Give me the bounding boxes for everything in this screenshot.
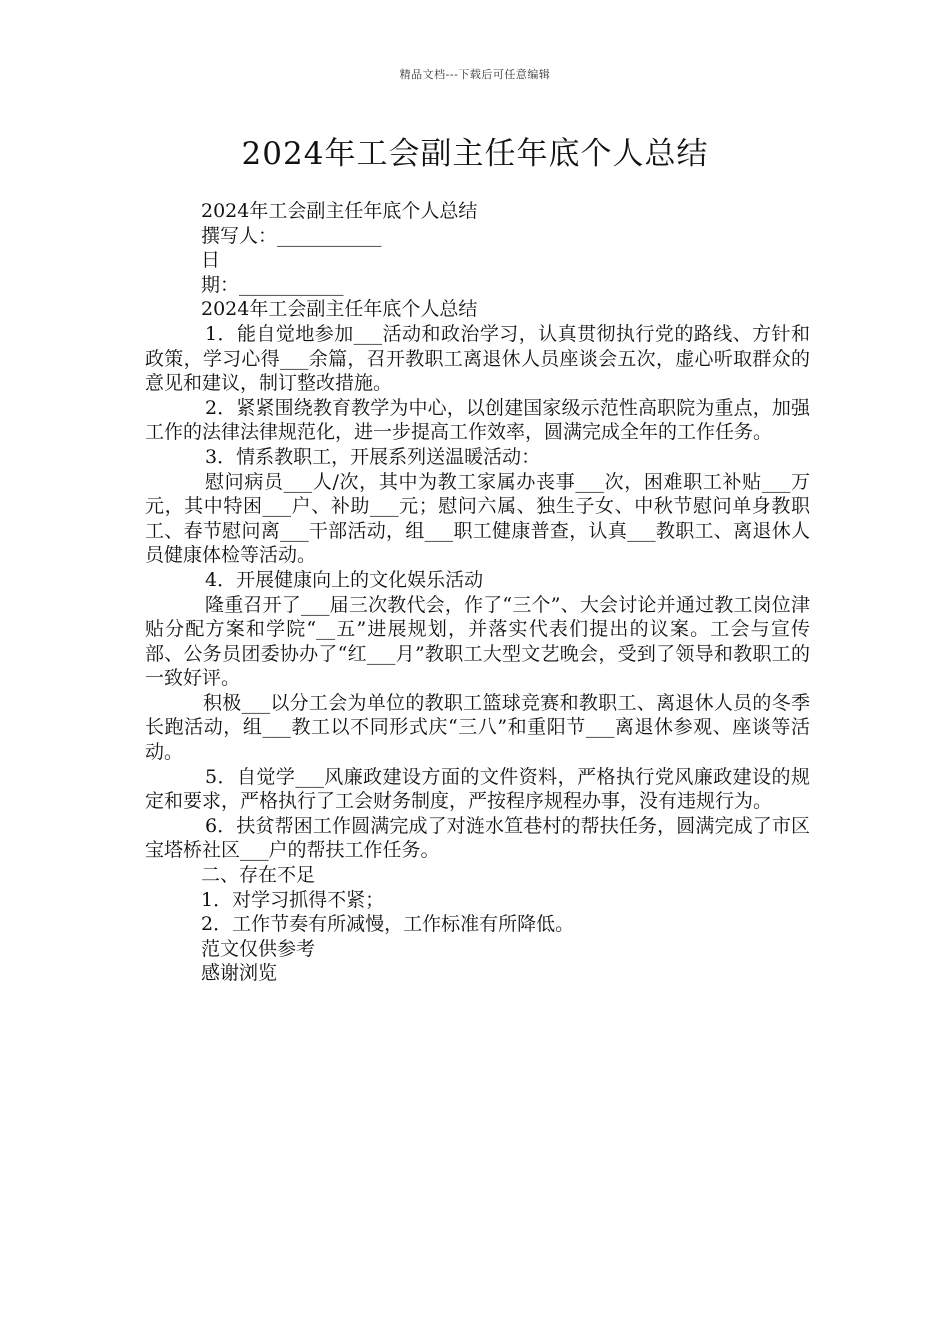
header-note: 精品文档---下载后可任意编辑 <box>399 68 551 81</box>
paragraph-9: 6．扶贫帮困工作圆满完成了对涟水笪巷村的帮扶任务，圆满完成了市区宝塔桥社区___户的帮扶工作任务。 <box>145 814 810 862</box>
paragraph-6: 隆重召开了___届三次教代会，作了“三个”、大会讨论并通过教工岗位津贴分配方案和学院“__五”进展规划，并落实代表们提出的议案。工会与宣传部、公务员团委协办了“红___月”教职工大型文艺晚会，受到了领导和教职工的一致好评。 <box>145 593 810 690</box>
date-line-1: 日 <box>201 249 221 272</box>
paragraph-5: 4．开展健康向上的文化娱乐活动 <box>205 568 484 591</box>
footer-note-1: 范文仅供参考 <box>201 937 316 960</box>
subtitle: 2024年工会副主任年底个人总结 <box>201 200 478 222</box>
author-line: 撰写人：___________ <box>201 224 382 247</box>
paragraph-3: 3．情系教职工，开展系列送温暖活动： <box>205 445 541 468</box>
footer-note-2: 感谢浏览 <box>201 962 278 985</box>
paragraph-8: 5．自觉学___风廉政建设方面的文件资料，严格执行党风廉政建设的规定和要求，严格执行了工会财务制度，严按程序规程办事，没有违规行为。 <box>145 765 810 813</box>
paragraph-4: 慰问病员___人/次，其中为教工家属办丧事___次，困难职工补贴___万元，其中特困___户、补助___元；慰问六属、独生子女、中秋节慰问单身教职工、春节慰问离___干部活动，组___职工健康普查，认真___教职工、离退休人员健康体检等活动。 <box>145 470 810 567</box>
list-item: 2．工作节奏有所减慢，工作标准有所降低。 <box>201 913 575 936</box>
paragraph-7: 积极___以分工会为单位的教职工篮球竞赛和教职工、离退休人员的冬季长跑活动，组___教工以不同形式庆“三八”和重阳节___离退休参观、座谈等活动。 <box>145 691 810 764</box>
paragraph-2: 2．紧紧围绕教育教学为中心，以创建国家级示范性高职院为重点，加强工作的法律法律规范化，进一步提高工作效率，圆满完成全年的工作任务。 <box>145 396 810 444</box>
list-item: 1．对学习抓得不紧； <box>201 888 385 911</box>
document-title: 2024年工会副主任年底个人总结 <box>241 136 709 172</box>
document-body <box>145 199 810 986</box>
section-2-heading: 二、存在不足 <box>201 864 316 887</box>
subtitle-2: 2024年工会副主任年底个人总结 <box>201 298 478 321</box>
date-line-2: 期：___________ <box>201 273 344 296</box>
paragraph-1: 1．能自觉地参加___活动和政治学习，认真贯彻执行党的路线、方针和政策，学习心得___余篇，召开教职工离退休人员座谈会五次，虚心听取群众的意见和建议，制订整改措施。 <box>145 322 810 395</box>
